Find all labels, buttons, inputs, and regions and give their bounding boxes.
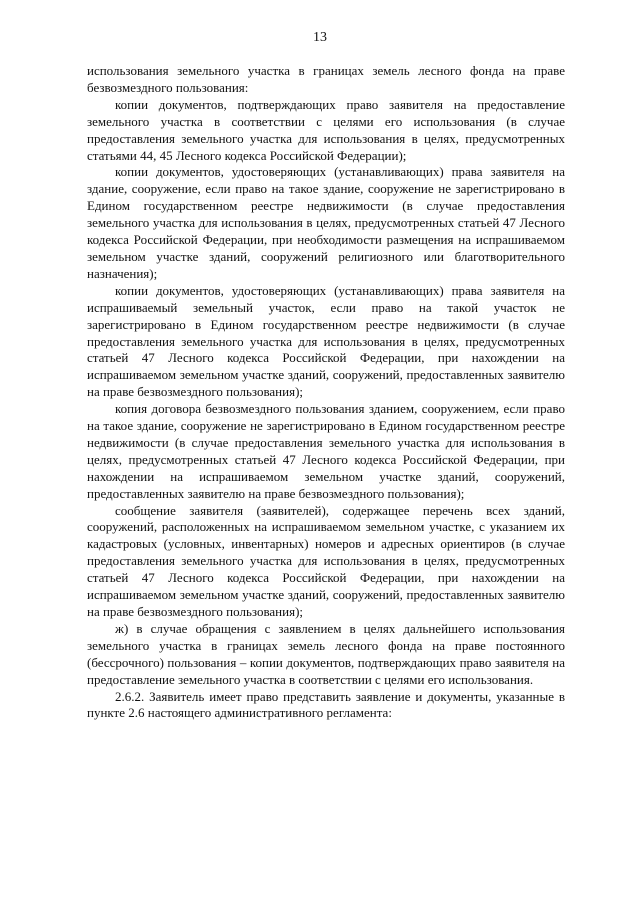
paragraph-lease-contract: копия договора безвозмездного пользования зданием, сооружением, если право на такое здание, сооружение не зарегистрировано в Едином государственном реестре недвижимости (в случае предоставления земельного участка для использования в целях, предусмотренных статьей 47 Лесного кодекса Российской Федерации, при нахождении на испрашиваемом земельном участке зданий, сооружений, предоставленных заявителю на праве безвозмездного пользования);	[87, 401, 565, 501]
paragraph-docs-purpose: копии документов, подтверждающих право заявителя на предоставление земельного участка в соответствии с целями его использования (в случае предоставления земельного участка для использования в целях, предусмотренных статьями 44, 45 Лесного кодекса Российской Федерации);	[87, 96, 565, 163]
paragraph-docs-land-rights: копии документов, удостоверяющих (устанавливающих) права заявителя на испрашиваемый земельный участок, если право на такой участок не зарегистрировано в Едином государственном реестре недвижимости (в случае предоставления земельного участка для использования в целях, предусмотренных статьей 47 Лесного кодекса Российской Федерации, при нахождении на испрашиваемом земельном участке зданий, сооружений, предоставленных заявителю на праве безвозмездного пользования);	[87, 282, 565, 400]
paragraph-item-zh: ж) в случае обращения с заявлением в целях дальнейшего использования земельного участка в границах земель лесного фонда на праве постоянного (бессрочного) пользования – копии документов, подтверждающих право заявителя на предоставление земельного участка в соответствии с целями его использования.	[87, 620, 565, 687]
page-number: 13	[313, 30, 327, 45]
paragraph-section-2-6-2: 2.6.2. Заявитель имеет право представить заявление и документы, указанные в пункте 2.6 настоящего административного регламента:	[87, 688, 565, 721]
document-body	[87, 63, 565, 722]
paragraph-applicant-notice: сообщение заявителя (заявителей), содержащее перечень всех зданий, сооружений, расположенных на испрашиваемом земельном участке, с указанием их кадастровых (условных, инвентарных) номеров и адресных ориентиров (в случае предоставления земельного участка для использования в целях, предусмотренных статьей 47 Лесного кодекса Российской Федерации, при нахождении на испрашиваемом земельном участке зданий, сооружений, предоставленных заявителю на праве безвозмездного пользования);	[87, 502, 565, 619]
paragraph-continuation: использования земельного участка в границах земель лесного фонда на праве безвозмездного пользования:	[87, 63, 565, 95]
paragraph-docs-building-rights: копии документов, удостоверяющих (устанавливающих) права заявителя на здание, сооружение, если право на такое здание, сооружение не зарегистрировано в Едином государственном реестре недвижимости (в случае предоставления земельного участка для использования в целях, предусмотренных статьей 47 Лесного кодекса Российской Федерации, при необходимости размещения на испрашиваемом земельном участке зданий, сооружений религиозного или благотворительного назначения);	[87, 164, 565, 281]
